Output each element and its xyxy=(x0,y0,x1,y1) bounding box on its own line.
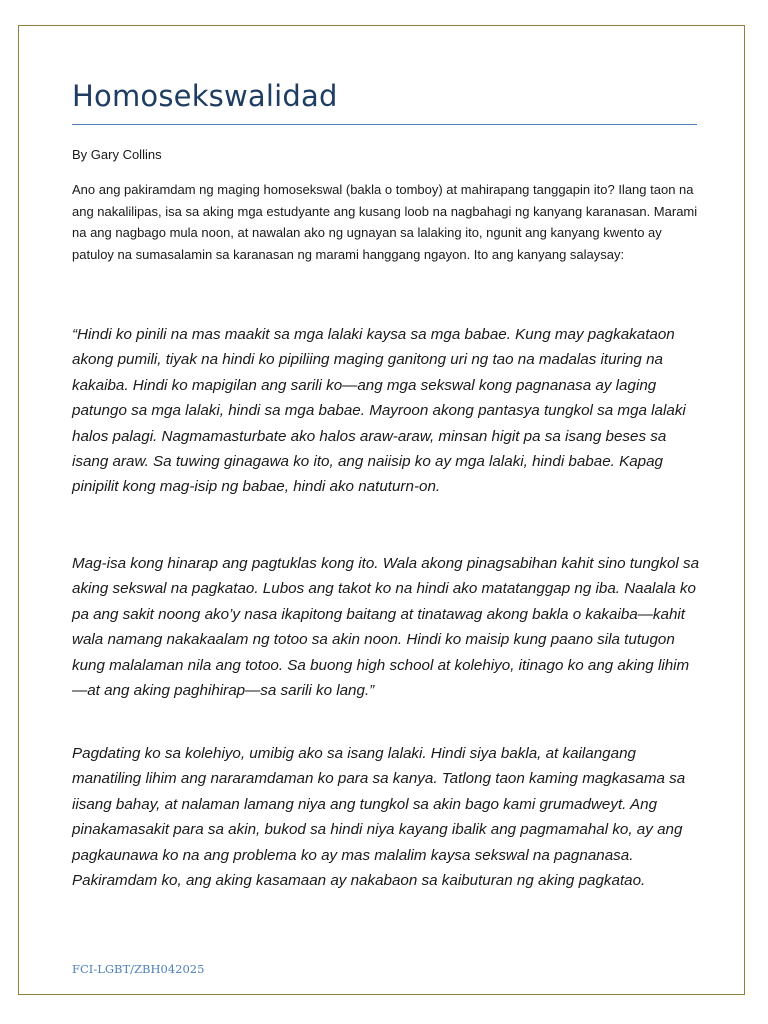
document-title: Homosekswalidad xyxy=(72,79,338,113)
quote-paragraph-2: Mag-isa kong hinarap ang pagtuklas kong ito. Wala akong pinagsabihan kahit sino tungkol sa aking sekswal na pagkatao. Lubos ang takot ko na hindi ako matatanggap ng iba. Naalala ko pa ang sakit noong ako’y nasa ikapitong baitang at tinatawag akong bakla o kakaiba—kahit wala namang nakakaalam ng totoo sa akin noon. Hindi ko maisip kung paano sila tutugon kung malalaman nila ang totoo. Sa buong high school at kolehiyo, itinago ko ang aking lihim—at ang aking paghihirap—sa sarili ko lang.” xyxy=(72,555,700,700)
author-byline: By Gary Collins xyxy=(72,147,162,162)
document-code-footer: FCI-LGBT/ZBH042025 xyxy=(72,962,205,976)
quote-paragraph-3: Pagdating ko sa kolehiyo, umibig ako sa isang lalaki. Hindi siya bakla, at kailangang manatiling lihim ang nararamdaman ko para sa kanya. Tatlong taon kaming magkasama sa iisang bahay, at nalaman lamang niya ang tungkol sa akin bago kami grumadweyt. Ang pinakamasakit para sa akin, bukod sa hindi niya kayang ibalik ang pagmamahal ko, ay ang pagkaunawa ko na ang problema ko ay mas malalim kaysa sekswal na pagnanasa. Pakiramdam ko, ang aking kasamaan ay nakabaon sa kaibuturan ng aking pagkatao. xyxy=(72,745,686,890)
intro-paragraph: Ano ang pakiramdam ng maging homosekswal (bakla o tomboy) at mahirapang tanggapin ito? Ilang taon na ang nakalilipas, isa sa aking mga estudyante ang kusang loob na nagbahagi ng kanyang karanasan. Marami na ang nagbago mula noon, at nawalan ako ng ugnayan sa lalaking ito, ngunit ang kanyang kwento ay patuloy na sumasalamin sa karanasan ng marami hanggang ngayon. Ito ang kanyang salaysay: xyxy=(72,182,698,263)
quote-paragraph-1: “Hindi ko pinili na mas maakit sa mga lalaki kaysa sa mga babae. Kung may pagkakataon akong pumili, tiyak na hindi ko pipiliing maging ganitong uri ng tao na madalas ituring na kakaiba. Hindi ko mapigilan ang sarili ko—ang mga sekswal kong pagnanasa ay laging patungo sa mga lalaki, hindi sa mga babae. Mayroon akong pantasya tungkol sa mga lalaki halos palagi. Nagmamasturbate ako halos araw-araw, minsan higit pa sa isang beses sa isang araw. Sa tuwing ginagawa ko ito, ang naiisip ko ay mga lalaki, hindi babae. Kapag pinipilit kong mag-isip ng babae, hindi ako natuturn-on. xyxy=(72,326,686,496)
title-underline xyxy=(72,124,697,125)
